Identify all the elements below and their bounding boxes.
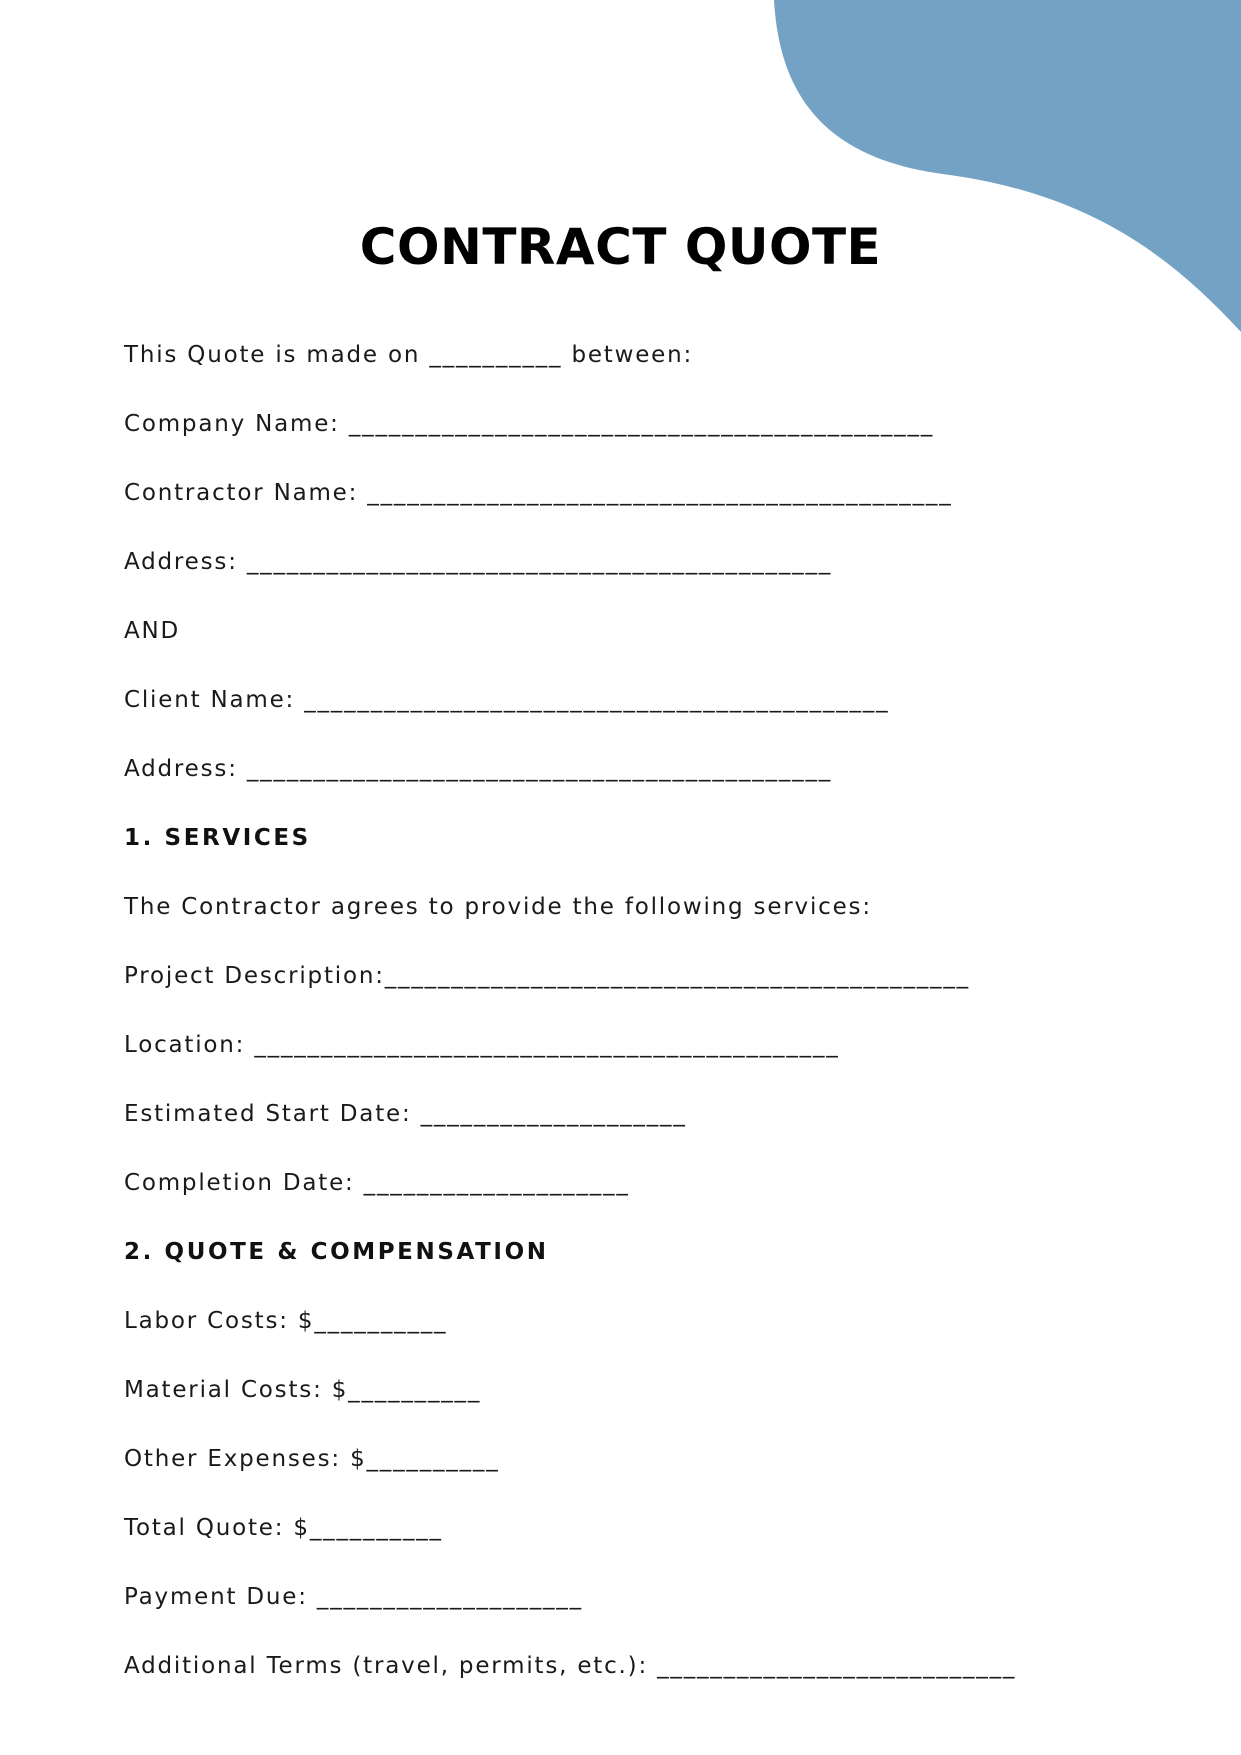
form-line: The Contractor agrees to provide the following services: — [124, 894, 872, 920]
form-line: Project Description:____________________________________________ — [124, 963, 970, 989]
form-line: Location: ____________________________________________ — [124, 1032, 840, 1058]
form-line: Total Quote: $__________ — [124, 1515, 443, 1541]
corner-blob-shape — [774, 0, 1241, 332]
form-line: This Quote is made on __________ between: — [124, 342, 694, 368]
form-line: Address: ____________________________________________ — [124, 549, 833, 575]
section-heading: 2. QUOTE & COMPENSATION — [124, 1239, 549, 1265]
form-line: Additional Terms (travel, permits, etc.): ___________________________ — [124, 1653, 1017, 1679]
form-line: Estimated Start Date: ____________________ — [124, 1101, 687, 1127]
corner-blob-decoration — [0, 0, 1241, 340]
form-line: Material Costs: $__________ — [124, 1377, 482, 1403]
section-heading: 1. SERVICES — [124, 825, 311, 851]
form-line: Labor Costs: $__________ — [124, 1308, 448, 1334]
form-line: Address: ____________________________________________ — [124, 756, 833, 782]
form-lines — [124, 340, 1124, 1720]
form-line: Company Name: ____________________________________________ — [124, 411, 935, 437]
form-line: Payment Due: ____________________ — [124, 1584, 583, 1610]
form-line: Other Expenses: $__________ — [124, 1446, 500, 1472]
form-line: Client Name: ____________________________________________ — [124, 687, 890, 713]
form-line: Completion Date: ____________________ — [124, 1170, 630, 1196]
document-title: CONTRACT QUOTE — [359, 218, 882, 276]
form-line: AND — [124, 618, 181, 644]
form-line: Contractor Name: ____________________________________________ — [124, 480, 953, 506]
